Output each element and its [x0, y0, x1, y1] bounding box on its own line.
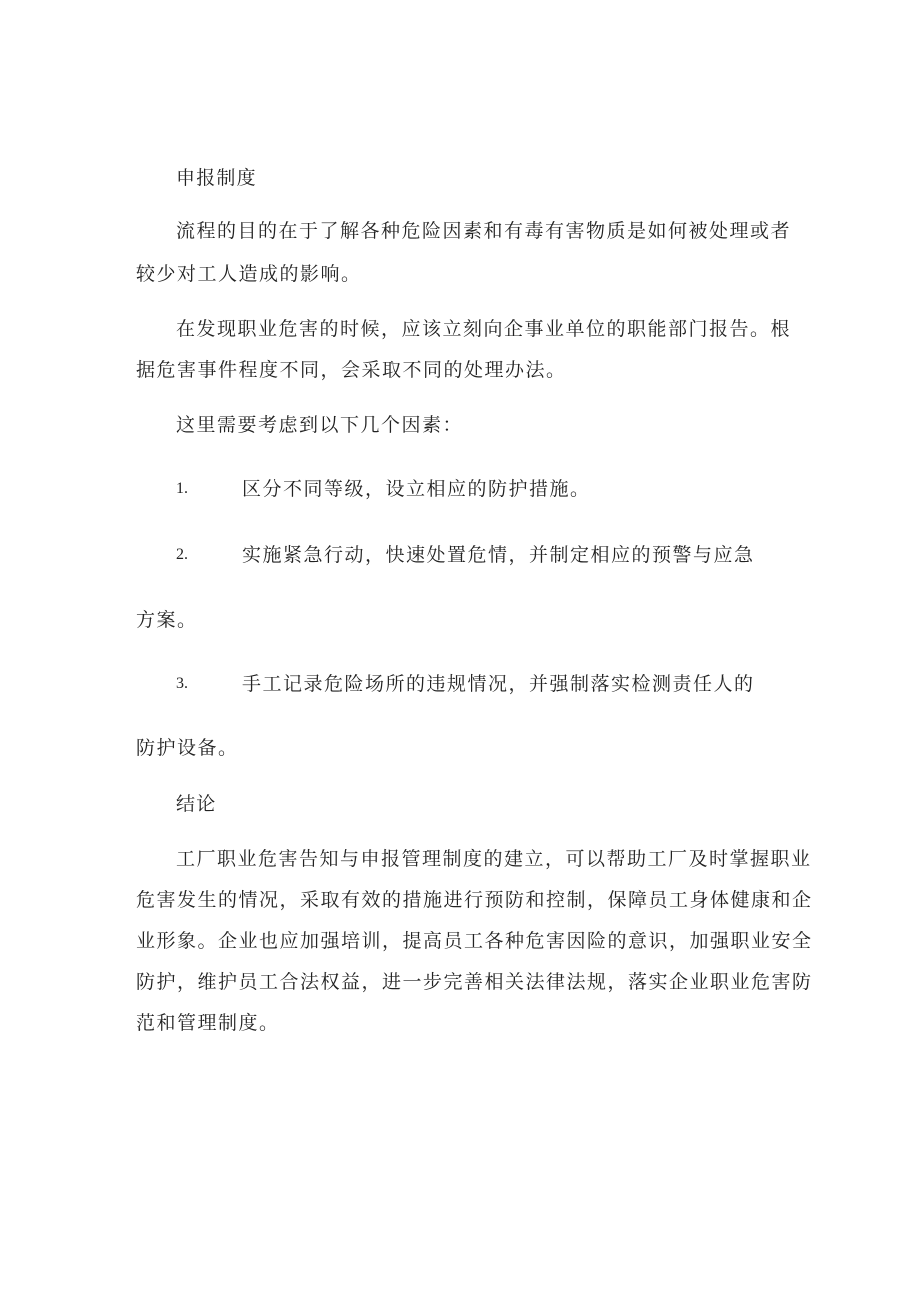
list-item-text: 实施紧急行动，快速处置危情，并制定相应的预警与应急 [242, 544, 755, 566]
conclusion-line-1: 工厂职业危害告知与申报管理制度的建立，可以帮助工厂及时掌握职业 [176, 848, 812, 870]
paragraph-purpose-line-1: 流程的目的在于了解各种危险因素和有毒有害物质是如何被处理或者 [176, 220, 792, 242]
paragraph-purpose-line-2: 较少对工人造成的影响。 [136, 263, 362, 285]
section-heading-declaration: 申报制度 [176, 167, 257, 189]
section-heading-conclusion: 结论 [176, 793, 217, 815]
conclusion-line-5: 范和管理制度。 [136, 1012, 280, 1034]
paragraph-factors-intro: 这里需要考虑到以下几个因素： [176, 414, 464, 436]
list-item-text: 手工记录危险场所的违规情况，并强制落实检测责任人的 [242, 673, 755, 695]
list-item-continuation: 方案。 [136, 609, 198, 631]
conclusion-line-2: 危害发生的情况，采取有效的措施进行预防和控制，保障员工身体健康和企 [136, 889, 813, 911]
conclusion-line-3: 业形象。企业也应加强培训，提高员工各种危害因险的意识，加强职业安全 [136, 930, 813, 952]
conclusion-line-4: 防护，维护员工合法权益，进一步完善相关法律法规，落实企业职业危害防 [136, 971, 813, 993]
list-item-text: 区分不同等级，设立相应的防护措施。 [242, 478, 591, 500]
list-item-continuation: 防护设备。 [136, 737, 239, 759]
list-item-number: 2. [176, 546, 188, 563]
list-item-number: 3. [176, 675, 188, 692]
paragraph-report-line-2: 据危害事件程度不同，会采取不同的处理办法。 [136, 359, 567, 381]
paragraph-report-line-1: 在发现职业危害的时候，应该立刻向企事业单位的职能部门报告。根 [176, 318, 792, 340]
list-item-number: 1. [176, 480, 188, 497]
